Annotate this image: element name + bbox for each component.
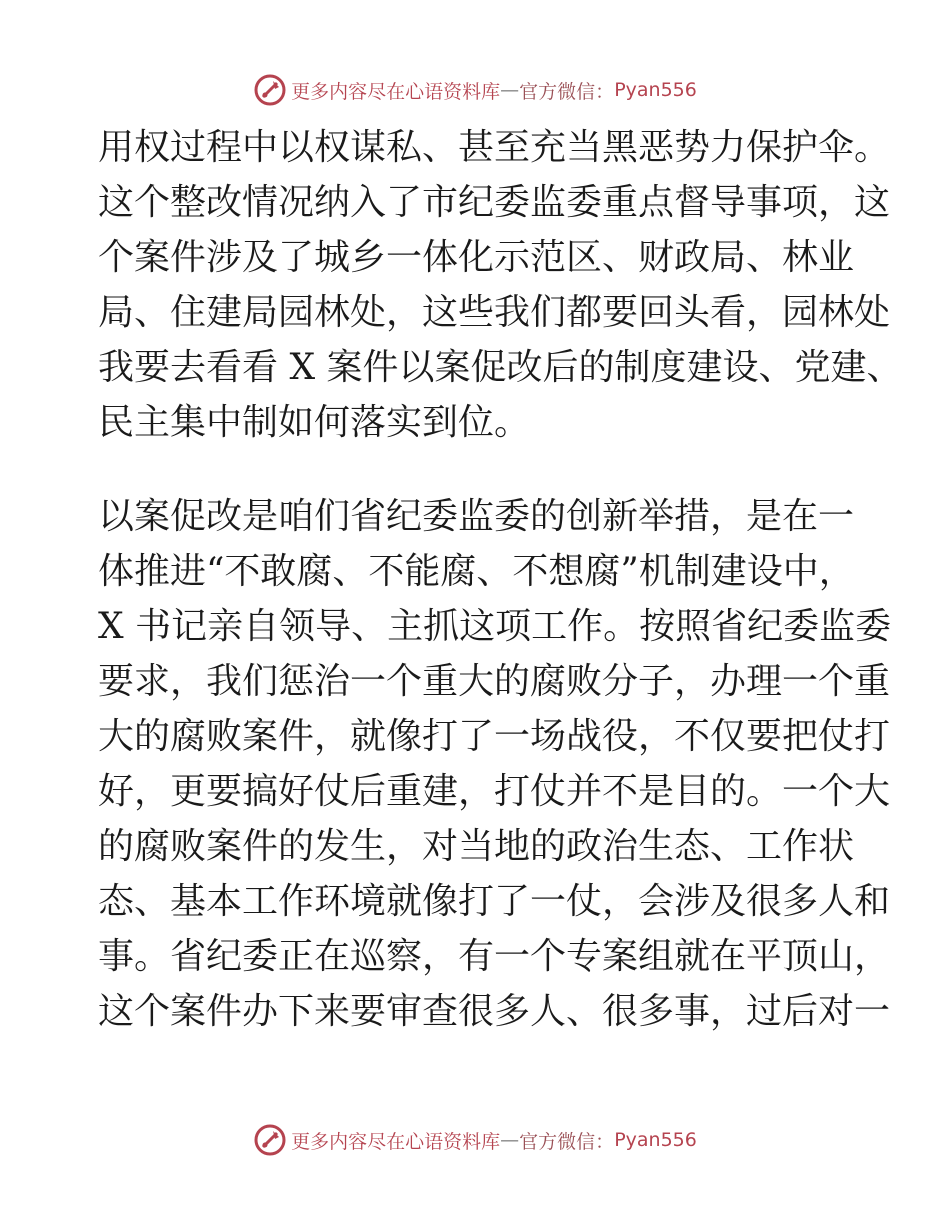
text-line: 局、住建局园林处，这些我们都要回头看，园林处 [98,292,891,333]
text-line: 态、基本工作环境就像打了一仗，会涉及很多人和 [98,881,891,922]
text-line: 要求，我们惩治一个重大的腐败分子，办理一个重 [98,661,891,702]
text-line: X 书记亲自领导、主抓这项工作。按照省纪委监委 [98,606,892,647]
text-line: 好，更要搞好仗后重建，打仗并不是目的。一个大 [98,771,891,812]
text-line: 的腐败案件的发生，对当地的政治生态、工作状 [98,826,855,867]
brand-logo-icon [253,1123,287,1157]
banner-wechat-label: 官方微信： [519,1130,615,1153]
text-line: 这个整改情况纳入了市纪委监委重点督导事项，这 [98,182,891,223]
header-watermark-banner [0,70,950,110]
banner-separator: — [500,79,520,101]
text-line: 用权过程中以权谋私、甚至充当黑恶势力保护伞。 [98,127,891,168]
banner-separator: — [500,1129,520,1151]
banner-text: 更多内容尽在心语资料库 [291,80,501,103]
footer-watermark-banner [0,1120,950,1160]
brand-logo-icon [253,73,287,107]
banner-text: 更多内容尽在心语资料库 [291,1130,501,1153]
paragraph-2 [98,489,892,1039]
banner-wechat-id: Pyan556 [614,1129,697,1151]
text-line: 体推进“不敢腐、不能腐、不想腐”机制建设中， [98,551,855,592]
text-line: 事。省纪委正在巡察，有一个专案组就在平顶山， [98,936,891,977]
text-line: 个案件涉及了城乡一体化示范区、财政局、林业 [98,237,855,278]
banner-wechat-label: 官方微信： [519,80,615,103]
text-line: 我要去看看 X 案件以案促改后的制度建设、党建、 [98,347,903,388]
paragraph-1 [98,120,903,450]
text-line: 民主集中制如何落实到位。 [98,402,531,443]
banner-wechat-id: Pyan556 [614,79,697,101]
text-line: 以案促改是咱们省纪委监委的创新举措，是在一 [98,496,855,537]
text-line: 大的腐败案件，就像打了一场战役，不仅要把仗打 [98,716,891,757]
text-line: 这个案件办下来要审查很多人、很多事，过后对一 [98,991,891,1032]
